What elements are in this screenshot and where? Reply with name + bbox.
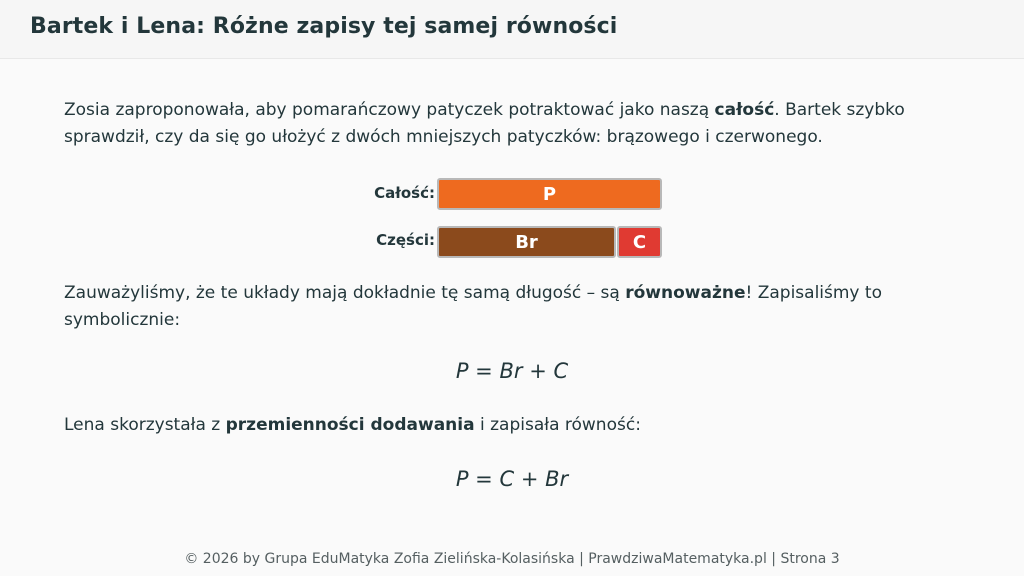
paragraph-commutativity (64, 412, 964, 439)
paragraph-equivalence (64, 280, 964, 334)
title-bar (0, 0, 1024, 59)
formula-commuted-eq: = (475, 467, 493, 491)
formula-commuted-lhs: P (455, 467, 469, 491)
formula-commuted-op: + (520, 467, 539, 491)
formula-sum-a: Br (499, 359, 523, 383)
paragraph-intro-rest: . Bartek szybko sprawdził, czy da się go ułożyć z dwóch mniejszych patyczków: brązowego i czerwonego. (64, 100, 905, 147)
paragraph-intro-text: Zosia zaproponowała, aby pomarańczowy patyczek potraktować jako naszą (64, 100, 715, 120)
paragraph-commutativity-bold: przemienności dodawania (225, 415, 475, 435)
formula-sum (0, 359, 1024, 383)
formula-sum-eq: = (475, 359, 493, 383)
whole-rod-p: P (437, 178, 662, 210)
parts-row-label: Części: (376, 231, 435, 249)
formula-commuted-b: Br (545, 467, 569, 491)
whole-row-label: Całość: (374, 184, 435, 202)
formula-sum-op: + (529, 359, 547, 383)
formula-sum-b: C (553, 359, 569, 383)
paragraph-equivalence-text: Zauważyliśmy, że te układy mają dokładnie tę samą długość – są (64, 283, 626, 303)
paragraph-intro-bold: całość (714, 100, 775, 120)
slide-title: Bartek i Lena: Różne zapisy tej samej równości (30, 14, 618, 39)
paragraph-equivalence-rest: ! Zapisaliśmy to symbolicznie: (64, 283, 882, 330)
paragraph-intro (64, 97, 964, 151)
footer: © 2026 by Grupa EduMatyka Zofia Zielińska-Kolasińska | PrawdziwaMatematyka.pl | Strona 3 (184, 551, 840, 567)
paragraph-commutativity-rest: i zapisała równość: (474, 415, 641, 435)
paragraph-commutativity-text: Lena skorzystała z (64, 415, 226, 435)
part-rod-c: C (617, 226, 662, 258)
part-rod-br: Br (437, 226, 616, 258)
paragraph-equivalence-bold: równoważne (625, 283, 746, 303)
formula-commuted-a: C (499, 467, 515, 491)
formula-sum-lhs: P (455, 359, 469, 383)
formula-commuted (0, 467, 1024, 491)
